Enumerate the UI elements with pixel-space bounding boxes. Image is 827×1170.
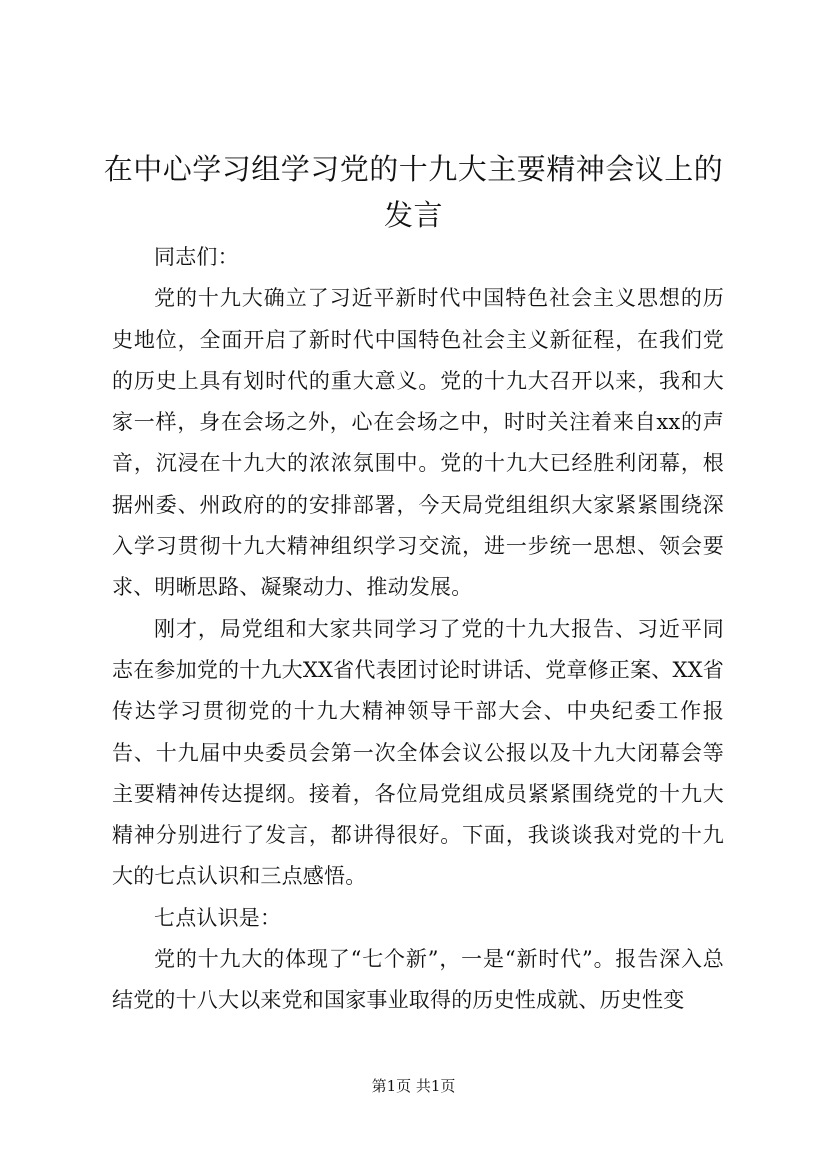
paragraph-greeting: 同志们：: [154, 245, 239, 269]
paragraph-seven-points-heading: 七点认识是：: [154, 905, 282, 930]
paragraph-seven-new: 党的十九大的体现了“七个新”，一是“新时代”。报告深入总结党的十八大以来党和国家事业取得的历史性成就、历史性变: [112, 947, 724, 1013]
page-footer: 第1页 共1页: [371, 1077, 456, 1095]
paragraph-study-summary: 刚才，局党组和大家共同学习了党的十九大报告、习近平同志在参加党的十九大XX省代表团讨论时讲话、党章修正案、XX省传达学习贯彻党的十九大精神领导干部大会、中央纪委工作报告、十九届中央委员会第一次全体会议公报以及十九大闭幕会等主要精神传达提纲。接着，各位局党组成员紧紧围绕党的十九大精神分别进行了发言，都讲得很好。下面，我谈谈我对党的十九大的七点认识和三点感悟。: [112, 616, 724, 889]
document-body: [112, 237, 724, 1022]
document-title: 在中心学习组学习党的十九大主要精神会议上的发言: [103, 152, 724, 232]
paragraph-intro: 党的十九大确立了习近平新时代中国特色社会主义思想的历史地位，全面开启了新时代中国特色社会主义新征程，在我们党的历史上具有划时代的重大意义。党的十九大召开以来，我和大家一样，身在会场之外，心在会场之中，时时关注着来自xx的声音，沉浸在十九大的浓浓氛围中。党的十九大已经胜利闭幕，根据州委、州政府的的安排部署，今天局党组组织大家紧紧围绕深入学习贯彻十九大精神组织学习交流，进一步统一思想、领会要求、明晰思路、凝聚动力、推动发展。: [112, 286, 724, 600]
